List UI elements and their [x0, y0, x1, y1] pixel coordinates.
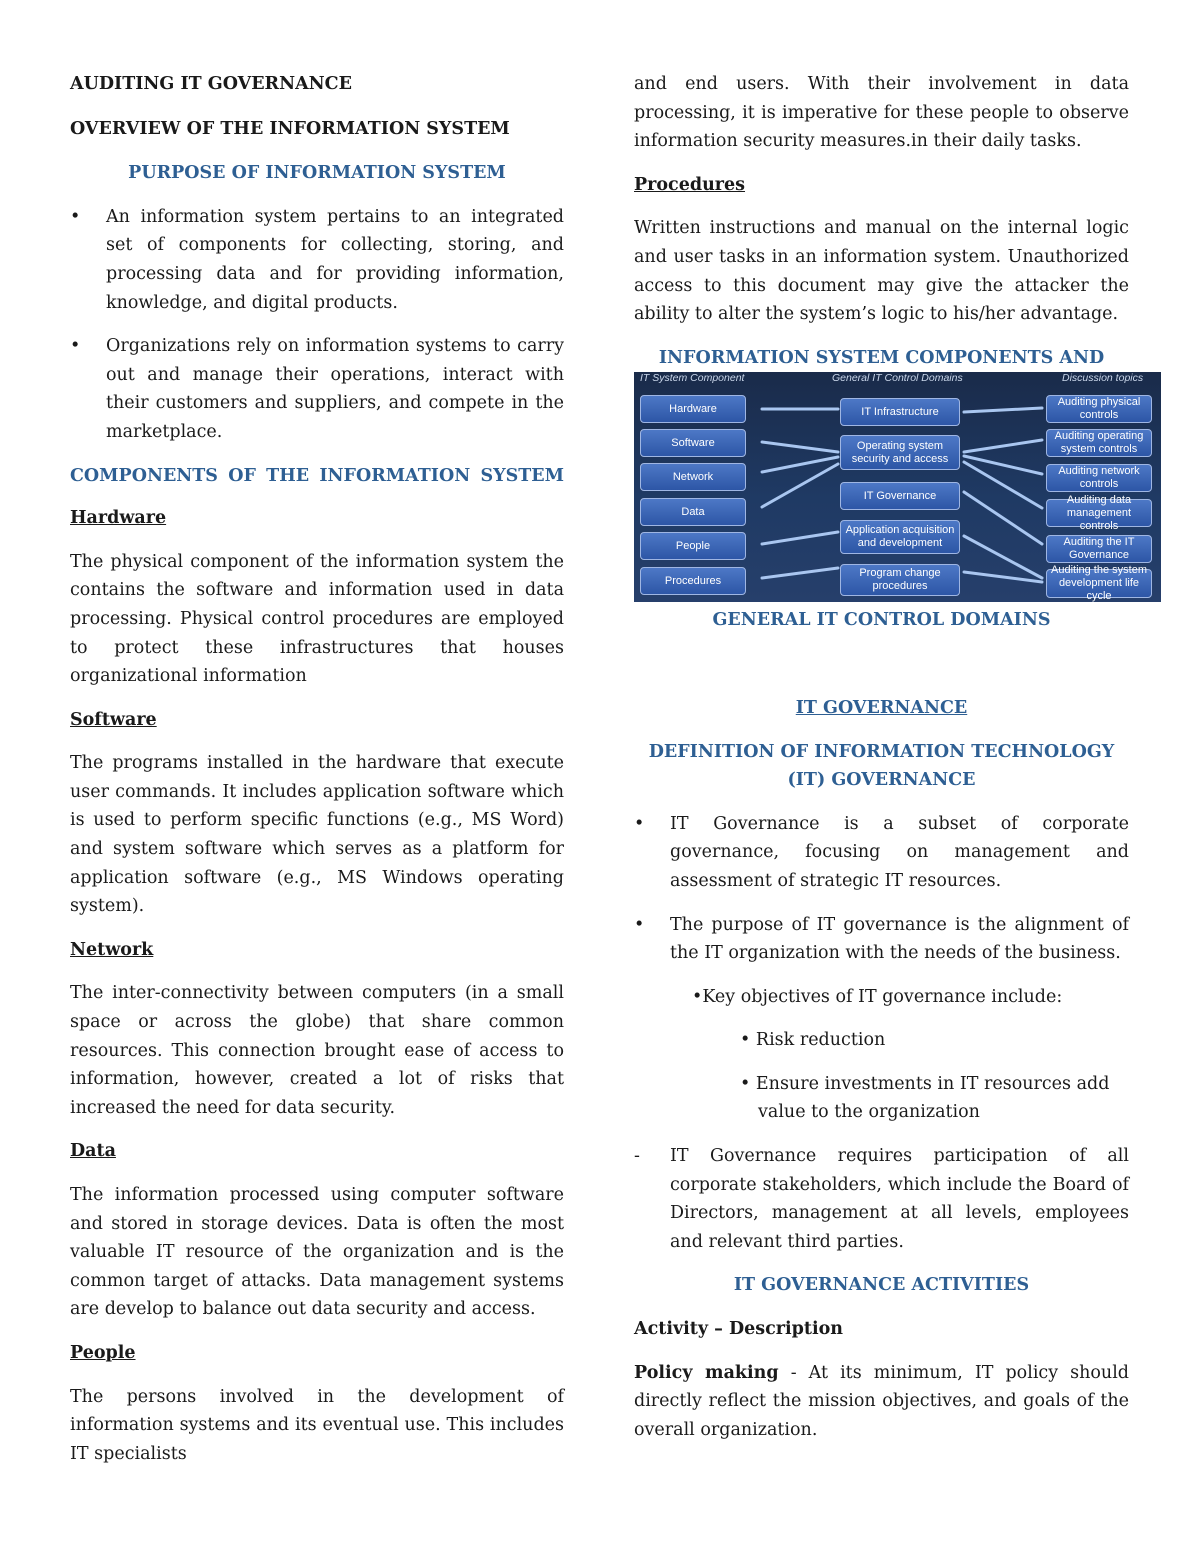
people-title: People: [70, 1342, 136, 1363]
definition-heading: DEFINITION OF INFORMATION TECHNOLOGY (IT) GOVERNANCE: [648, 741, 1115, 791]
people-text: The persons involved in the development of information systems and its eventual use. This includes IT specialists: [70, 1386, 564, 1464]
participation-item: - IT Governance requires participation of all corporate stakeholders, which include the Board of Directors, management at all levels, employees and relevant third parties.: [634, 1142, 1129, 1256]
network-text: The inter-connectivity between computers (in a small space or across the globe) that share common resources. This connection brought ease of access to information, however, created a lot of risks that increased the need for data security.: [70, 983, 564, 1118]
control-domains-diagram: [634, 372, 1161, 602]
connector-line: [964, 536, 1042, 578]
definition-bullet: • The purpose of IT governance is the alignment of the IT organization with the needs of the business.: [634, 911, 1129, 968]
policy-title: Policy making: [634, 1362, 779, 1383]
topic-box: Auditing data management controls: [1046, 499, 1152, 527]
connector-line: [762, 532, 838, 544]
topic-box: Auditing network controls: [1046, 464, 1152, 492]
component-box: Data: [640, 498, 746, 526]
activity-header: Activity – Description: [634, 1319, 844, 1340]
data-title: Data: [70, 1141, 116, 1162]
document-title: AUDITING IT GOVERNANCE: [70, 74, 352, 94]
right-column: [634, 70, 1147, 1459]
connector-line: [964, 456, 1042, 474]
diagram-caption: GENERAL IT CONTROL DOMAINS: [712, 610, 1051, 631]
topic-box: Auditing physical controls: [1046, 395, 1152, 423]
policy-text: - At its minimum, IT policy should directly reflect the mission objectives, and goals of the overall organization.: [634, 1362, 1130, 1440]
bullet-marker: •: [70, 206, 81, 227]
component-box: Hardware: [640, 395, 746, 423]
activities-heading: IT GOVERNANCE ACTIVITIES: [733, 1275, 1030, 1296]
purpose-bullet: • Organizations rely on information systems to carry out and manage their operations, interact with their customers and suppliers, and compete in the marketplace.: [70, 332, 564, 446]
component-box: People: [640, 532, 746, 560]
software-title: Software: [70, 709, 157, 730]
topic-box: Auditing the IT Governance: [1046, 535, 1152, 563]
component-box: Software: [640, 429, 746, 457]
policy-making: [634, 1359, 1129, 1445]
component-box: Procedures: [640, 567, 746, 595]
diagram-col-header: General IT Control Domains: [832, 372, 963, 385]
network-title: Network: [70, 939, 154, 960]
connector-line: [964, 408, 1042, 412]
domain-box: Program change procedures: [840, 564, 960, 596]
bullet-marker: •: [634, 813, 645, 834]
diagram-col-header: IT System Component: [640, 372, 745, 385]
people-text-continued: and end users. With their involvement in data processing, it is imperative for these people to observe information security measures.in their daily tasks.: [634, 74, 1129, 152]
diagram-heading: INFORMATION SYSTEM COMPONENTS AND: [658, 347, 1105, 368]
objective-item: • Risk reduction: [740, 1030, 886, 1051]
topic-box: Auditing the system development life cycle: [1046, 569, 1152, 598]
objective-item: • Ensure investments in IT resources add value to the organization: [740, 1073, 1110, 1123]
purpose-heading: PURPOSE OF INFORMATION SYSTEM: [128, 163, 506, 184]
domain-box: IT Infrastructure: [840, 398, 960, 426]
bullet-marker: •: [70, 336, 81, 357]
dash-marker: -: [634, 1146, 640, 1167]
topic-box: Auditing operating system controls: [1046, 429, 1152, 457]
hardware-text: The physical component of the information system the contains the software and information used in data processing. Physical control procedures are employed to protect these infrastructures that houses organizational information: [70, 551, 564, 687]
procedures-text: Written instructions and manual on the internal logic and user tasks in an information system. Unauthorized access to this document may give the attacker the ability to alter the system’s logic to his/her advantage.: [634, 218, 1129, 325]
components-heading: COMPONENTS OF THE INFORMATION SYSTEM: [70, 465, 564, 486]
procedures-title: Procedures: [634, 174, 746, 195]
bullet-marker: •: [740, 1073, 751, 1094]
data-text: The information processed using computer software and stored in storage devices. Data is often the most valuable IT resource of the organization and is the common target of attacks. Data management systems are develop to balance out data security and access.: [70, 1185, 564, 1320]
it-governance-heading: IT GOVERNANCE: [795, 697, 968, 718]
bullet-marker: •: [692, 986, 703, 1007]
component-box: Network: [640, 463, 746, 491]
connector-line: [964, 440, 1042, 452]
connector-line: [762, 442, 838, 452]
connector-line: [964, 572, 1042, 582]
bullet-marker: •: [740, 1030, 751, 1051]
domain-box: Operating system security and access: [840, 435, 960, 470]
domain-box: IT Governance: [840, 482, 960, 510]
hardware-title: Hardware: [70, 508, 167, 529]
left-column: [70, 70, 564, 1483]
overview-title: OVERVIEW OF THE INFORMATION SYSTEM: [70, 118, 510, 139]
purpose-bullet: • An information system pertains to an integrated set of components for collecting, storing, and processing data and for providing information, knowledge, and digital products.: [70, 203, 564, 317]
connector-line: [762, 568, 838, 578]
diagram-col-header: Discussion topics: [1062, 372, 1144, 385]
bullet-marker: •: [634, 914, 645, 935]
software-text: The programs installed in the hardware that execute user commands. It includes application software which is used to perform specific functions (e.g., MS Word) and system software which serves as a platform for application software (e.g., MS Windows operating system).: [70, 753, 564, 917]
definition-bullet: • IT Governance is a subset of corporate governance, focusing on management and assessment of strategic IT resources.: [634, 810, 1129, 896]
domain-box: Application acquisition and development: [840, 520, 960, 554]
key-objectives: •Key objectives of IT governance include:: [692, 986, 1063, 1007]
